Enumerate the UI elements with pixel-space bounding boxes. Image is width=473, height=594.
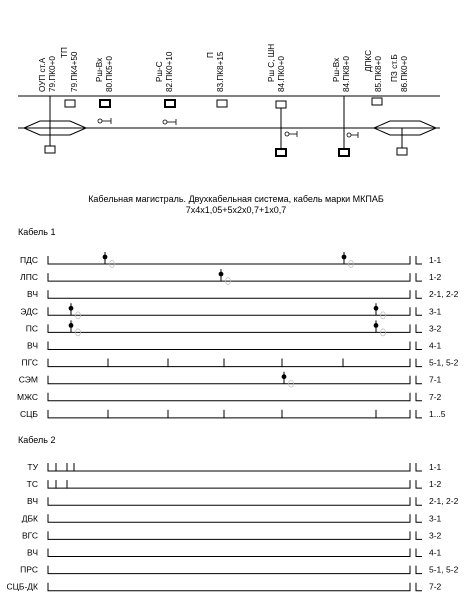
pair-segment bbox=[224, 359, 282, 367]
cable1-row bbox=[17, 392, 442, 402]
station-label-s2-name: ТП bbox=[60, 47, 69, 58]
cable1-row-pairs: 2-1, 2-2 bbox=[429, 289, 459, 300]
cable2-row bbox=[27, 479, 442, 489]
pair-end-bracket bbox=[416, 463, 422, 471]
cable2-row-pairs: 1-1 bbox=[429, 462, 442, 472]
cable2-row-label: ТУ bbox=[27, 462, 38, 472]
cable2-row bbox=[20, 565, 458, 575]
cable2-row-label: ВГС bbox=[21, 530, 38, 541]
cable2-row-pairs: 4-1 bbox=[429, 547, 442, 558]
equipment-box-s6 bbox=[276, 101, 286, 108]
pair-segment bbox=[48, 393, 410, 401]
cable1-row-label: ПГС bbox=[21, 357, 38, 368]
pair-end-bracket bbox=[416, 376, 422, 384]
signal-box-s3 bbox=[100, 100, 110, 107]
pair-segment bbox=[224, 410, 282, 418]
station-label-s5-name: П bbox=[206, 52, 215, 58]
cable1-row-pairs: 3-1 bbox=[429, 306, 442, 317]
tap-dot bbox=[69, 306, 74, 311]
pair-segment bbox=[343, 359, 410, 367]
pair-end-bracket bbox=[416, 531, 422, 539]
pair-end-bracket bbox=[416, 290, 422, 298]
cable2-row-label: ПРС bbox=[20, 564, 38, 575]
pair-segment bbox=[282, 410, 376, 418]
cable1-row-label: ПДС bbox=[19, 255, 38, 265]
signal-icon-s4 bbox=[163, 119, 176, 125]
pair-segment bbox=[48, 324, 410, 332]
station-label-s4-km: 82.ПК0+10 bbox=[165, 51, 174, 92]
tap-dot bbox=[374, 323, 379, 328]
cable2-row-pairs: 2-1, 2-2 bbox=[429, 496, 459, 507]
station-label-s4-name: Рш-С bbox=[155, 61, 164, 82]
pair-segment bbox=[48, 463, 56, 471]
caption-line-2: 7х4х1,05+5х2х0,7+1х0,7 bbox=[185, 205, 287, 215]
cable1-row bbox=[20, 303, 441, 319]
pair-segment bbox=[48, 290, 410, 298]
cable2-row bbox=[27, 548, 442, 558]
cable1-row-label: ЭДС bbox=[20, 306, 38, 317]
tap-dot bbox=[69, 323, 74, 328]
pair-segment bbox=[48, 531, 410, 539]
pair-end-bracket bbox=[416, 514, 422, 522]
station-label-s9-name: ПЗ ст.Б bbox=[390, 54, 399, 82]
pair-segment bbox=[67, 463, 74, 471]
equipment-box-s5 bbox=[217, 100, 227, 107]
cable1-row-label: ПС bbox=[25, 323, 38, 334]
signal-icon-s7 bbox=[347, 132, 358, 138]
cable1-row-label: ЛПС bbox=[20, 272, 38, 283]
pair-segment bbox=[376, 410, 410, 418]
pair-segment bbox=[48, 583, 410, 591]
pair-end-bracket bbox=[416, 393, 422, 401]
equipment-box-s8 bbox=[372, 98, 382, 105]
tap-dot bbox=[282, 374, 287, 379]
cable1-row bbox=[26, 320, 442, 336]
cable1-row-pairs: 1...5 bbox=[429, 408, 446, 419]
pair-end-bracket bbox=[416, 324, 422, 332]
cable2-row bbox=[22, 513, 442, 523]
station-label-s6-km: 84.ПК0+0 bbox=[277, 56, 286, 92]
cable1-row-pairs: 1-1 bbox=[429, 255, 442, 265]
cable2-row-label: ДБК bbox=[21, 513, 38, 524]
tap-dot bbox=[219, 272, 224, 277]
pair-segment bbox=[168, 410, 224, 418]
station-label-s7-name: Рш-Вх bbox=[332, 57, 341, 82]
pair-end-bracket bbox=[416, 256, 422, 264]
pair-end-bracket bbox=[416, 549, 422, 557]
equipment-box-s1 bbox=[45, 146, 55, 153]
pair-segment bbox=[74, 463, 410, 471]
cable2-row-pairs: 7-2 bbox=[429, 581, 442, 592]
station-label-s2-km: 79.ПК4+50 bbox=[70, 51, 79, 92]
cable2-row bbox=[6, 582, 441, 592]
cable2-rows bbox=[6, 462, 458, 592]
tap-dot bbox=[103, 255, 108, 260]
cable2-row-label: ТС bbox=[26, 479, 38, 490]
pair-end-bracket bbox=[416, 307, 422, 315]
signal-box-s7 bbox=[339, 149, 349, 156]
cable1-row-label: СЦБ bbox=[19, 408, 38, 419]
pair-end-bracket bbox=[416, 497, 422, 505]
pair-end-bracket bbox=[416, 566, 422, 574]
station-label-s7-km: 84.ПК8+0 bbox=[342, 56, 351, 92]
cable2-row-label: СЦБ-ДК bbox=[6, 581, 38, 592]
cable1-row-pairs: 1-2 bbox=[429, 272, 442, 283]
station-label-s5-km: 83.ПК8+15 bbox=[216, 51, 225, 92]
signal-box-s4 bbox=[165, 100, 175, 107]
cable1-row bbox=[27, 341, 442, 351]
cable1-rows bbox=[17, 252, 459, 419]
cable1-row-pairs: 4-1 bbox=[429, 340, 442, 351]
pair-end-bracket bbox=[416, 273, 422, 281]
signal-icon-s6 bbox=[285, 131, 297, 137]
cable2-row bbox=[27, 462, 441, 472]
cable1-row-label: ВЧ bbox=[27, 340, 38, 351]
caption-line-1: Кабельная магистраль. Двухкабельная система, кабель марки МКПАБ bbox=[88, 194, 384, 204]
cable1-row bbox=[27, 289, 459, 299]
pair-end-bracket bbox=[416, 410, 422, 418]
equipment-box-s9 bbox=[397, 148, 407, 155]
pair-segment bbox=[48, 480, 56, 488]
station-label-s3-km: 80.ПК5+0 bbox=[105, 56, 114, 92]
cable2-row-pairs: 5-1, 5-2 bbox=[429, 564, 459, 575]
pair-end-bracket bbox=[416, 480, 422, 488]
pair-segment bbox=[56, 463, 67, 471]
pair-segment bbox=[48, 376, 410, 384]
cable2-row bbox=[27, 496, 459, 506]
pair-segment bbox=[48, 566, 410, 574]
pair-segment bbox=[48, 359, 108, 367]
pair-segment bbox=[48, 410, 108, 418]
cable2-title: Кабель 2 bbox=[18, 435, 56, 445]
pair-end-bracket bbox=[416, 342, 422, 350]
cable2-row-pairs: 3-1 bbox=[429, 513, 442, 524]
station-label-s6-name: Рш С, ШН bbox=[267, 43, 276, 82]
pair-end-bracket bbox=[416, 583, 422, 591]
station-label-s1-km: 79.ПК0+0 bbox=[48, 56, 57, 92]
signal-box-s6 bbox=[276, 149, 286, 156]
pair-segment bbox=[48, 307, 410, 315]
signal-icon-s3 bbox=[98, 118, 111, 124]
pair-segment bbox=[108, 359, 168, 367]
cable2-row-pairs: 3-2 bbox=[429, 530, 442, 541]
cable1-row-label: ВЧ bbox=[27, 289, 38, 300]
station-label-s3-name: Рш-Вх bbox=[95, 57, 104, 82]
cable1-title: Кабель 1 bbox=[18, 227, 56, 237]
cable1-row bbox=[19, 372, 442, 388]
cable1-row bbox=[22, 358, 459, 368]
station-labels bbox=[38, 44, 409, 92]
pair-segment bbox=[282, 359, 343, 367]
cable2-row-label: ВЧ bbox=[27, 547, 38, 558]
station-label-s8-km: 85.ПК8+0 bbox=[374, 56, 383, 92]
pair-segment bbox=[67, 480, 410, 488]
pair-segment bbox=[48, 342, 410, 350]
tap-dot bbox=[342, 255, 347, 260]
pair-segment bbox=[48, 273, 410, 281]
cable1-row-pairs: 3-2 bbox=[429, 323, 442, 334]
cable1-row-pairs: 5-1, 5-2 bbox=[429, 357, 459, 368]
station-label-s8-name: ДПКС bbox=[364, 49, 373, 72]
cable1-row bbox=[20, 252, 442, 268]
pair-segment bbox=[168, 359, 224, 367]
cable2-row-label: ВЧ bbox=[27, 496, 38, 507]
pair-segment bbox=[48, 514, 410, 522]
cable1-row bbox=[20, 409, 446, 419]
pair-segment bbox=[48, 549, 410, 557]
cable1-row-pairs: 7-2 bbox=[429, 391, 442, 402]
cable2-row-pairs: 1-2 bbox=[429, 479, 442, 490]
pair-end-bracket bbox=[416, 359, 422, 367]
cable1-row-pairs: 7-1 bbox=[429, 374, 442, 385]
cable1-row bbox=[20, 269, 441, 285]
cable1-row-label: МЖС bbox=[17, 391, 38, 402]
cable2-row bbox=[22, 530, 442, 540]
pair-segment bbox=[48, 497, 410, 505]
tap-dot bbox=[374, 306, 379, 311]
pair-segment bbox=[108, 410, 168, 418]
station-label-s1-name: ОУП ст.А bbox=[38, 57, 47, 92]
station-label-s9-km: 86.ПК0+0 bbox=[400, 56, 409, 92]
track-plan bbox=[18, 44, 440, 156]
equipment-box-s2 bbox=[65, 100, 75, 107]
pair-segment bbox=[48, 256, 410, 264]
pair-segment bbox=[56, 480, 67, 488]
cable1-row-label: СЭМ bbox=[18, 374, 38, 385]
